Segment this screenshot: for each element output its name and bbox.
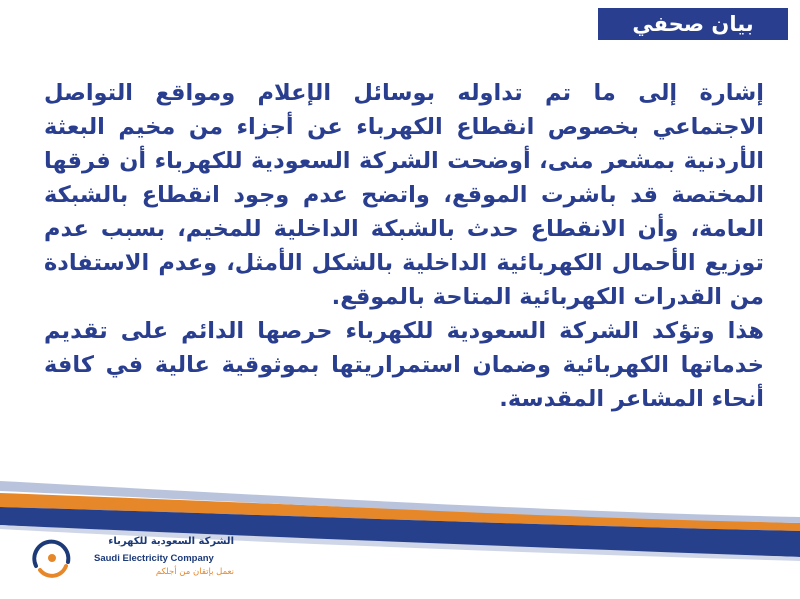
press-release-title: بيان صحفي (632, 12, 754, 36)
statement-paragraph-2: هذا وتؤكد الشركة السعودية للكهرباء حرصها الدائم على تقديم خدماتها الكهربائية وضمان استمراريتها بموثوقية عالية في كافة أنحاء المشاعر المقدسة. (44, 318, 764, 412)
sec-logo-icon (30, 536, 74, 580)
logo-name-english: Saudi Electricity Company (94, 553, 214, 564)
logo-name-arabic: الشركة السعودية للكهرباء (108, 536, 234, 547)
sec-logo (30, 534, 250, 594)
press-release-header (598, 8, 788, 40)
statement-body (44, 76, 764, 416)
statement-paragraph-1: إشارة إلى ما تم تداوله بوسائل الإعلام ومواقع التواصل الاجتماعي بخصوص انقطاع الكهرباء عن أجزاء من مخيم البعثة الأردنية بمشعر منى، أوضحت الشركة السعودية للكهرباء أن فرقها المختصة قد باشرت الموقع، واتضح عدم وجود انقطاع بالشبكة العامة، وأن الانقطاع حدث بالشبكة الداخلية للمخيم، بسبب عدم توزيع الأحمال الكهربائية الداخلية بالشكل الأمثل، وعدم الاستفادة من القدرات الكهربائية المتاحة بالموقع. (44, 80, 764, 310)
logo-tagline: نعمل بإتقان من أجلكم (155, 567, 234, 577)
